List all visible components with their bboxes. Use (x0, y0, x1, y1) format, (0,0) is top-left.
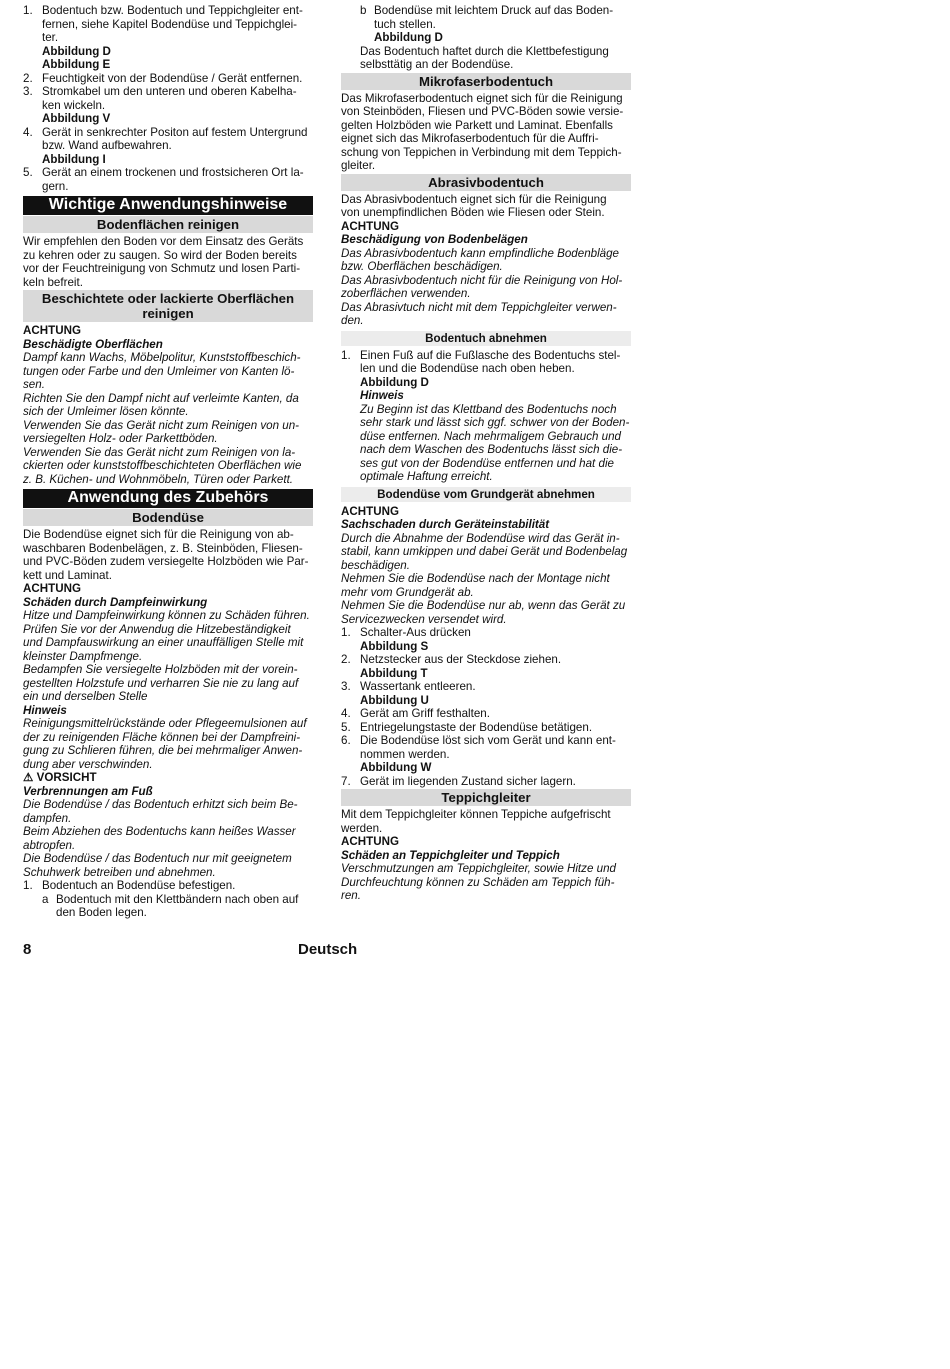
paragraph-line (23, 744, 313, 758)
line-text: von Steinböden, Fliesen und PVC-Böden sowie versie- (341, 105, 624, 118)
line-text: tungen oder Farbe und den Umleimer von Kanten lö- (23, 364, 295, 378)
paragraph-line (23, 365, 313, 379)
subsection-heading (341, 789, 631, 806)
list-item (23, 166, 313, 180)
list-item (23, 85, 313, 99)
list-number: 1. (341, 348, 351, 362)
paragraph-line (341, 274, 631, 288)
subsection-heading (341, 73, 631, 90)
line-text: Gerät im liegenden Zustand sicher lagern. (360, 774, 576, 788)
line-text: stabil, kann umkippen und dabei Gerät und Bodenbelag (341, 545, 628, 558)
line-text: Die Bodendüse eignet sich für die Reinigung von ab- (23, 528, 294, 541)
line-text: len und die Bodendüse nach oben heben. (360, 362, 575, 375)
sub-list-item (341, 4, 631, 18)
line-text: Zu Beginn ist das Klettband des Bodentuchs noch (360, 402, 617, 416)
paragraph-line (23, 419, 313, 433)
line-text: Bodentuch abnehmen (425, 331, 547, 345)
line-text: kleinster Dampfmenge. (23, 649, 143, 663)
line-text: ter. (42, 31, 59, 44)
paragraph-line (23, 663, 313, 677)
list-item (23, 72, 313, 86)
warning-label (341, 220, 631, 234)
line-text: Bedampfen Sie versiegelte Holzböden mit der vorein- (23, 663, 298, 676)
list-number: 4. (23, 125, 33, 139)
line-text: gung zu Schlieren führen, die bei mehrmaliger Anwen- (23, 744, 303, 757)
list-item (341, 775, 631, 789)
paragraph-line (341, 545, 631, 559)
figure-reference (23, 153, 313, 167)
paragraph-line (23, 852, 313, 866)
figure-reference (341, 31, 631, 45)
list-number: 1. (23, 879, 33, 892)
paragraph-line (23, 528, 313, 542)
line-text: Beschädigung von Bodenbelägen (341, 233, 528, 246)
line-text: ACHTUNG (341, 219, 399, 233)
paragraph-line (341, 876, 631, 890)
line-text: Wichtige Anwendungshinweise (48, 196, 288, 213)
line-text: von unempfindlichen Böden wie Fliesen oder Stein. (341, 206, 605, 219)
line-text: Verwenden Sie das Gerät nicht zum Reinigen von un- (23, 418, 300, 432)
line-text: Abbildung U (360, 693, 429, 707)
line-text: Gerät am Griff festhalten. (360, 707, 490, 720)
paragraph-line (341, 206, 631, 220)
line-text: werden. (341, 821, 383, 835)
figure-reference (23, 45, 313, 59)
paragraph-line (23, 704, 313, 718)
line-text: Das Abrasivbodentuch eignet sich für die Reinigung (341, 192, 607, 206)
list-item (341, 680, 631, 694)
indented-line (341, 416, 631, 430)
line-text: den Boden legen. (56, 906, 147, 919)
line-text: beschädigen. (341, 558, 410, 572)
paragraph-line (23, 717, 313, 731)
line-text: Bodentuch bzw. Bodentuch und Teppichgleiter ent- (42, 4, 303, 17)
indented-line (341, 443, 631, 457)
line-text: Gerät an einem trockenen und frostsicheren Ort la- (42, 166, 304, 179)
list-number: 1. (341, 626, 351, 639)
line-text: ACHTUNG (341, 835, 399, 848)
indented-line (341, 362, 631, 376)
line-text: Durch die Abnahme der Bodendüse wird das Gerät in- (341, 531, 620, 545)
line-text: und PVC-Böden zudem versiegelte Holzböden wie Par- (23, 555, 309, 568)
line-text: Schäden an Teppichgleiter und Teppich (341, 848, 560, 862)
paragraph-line (23, 446, 313, 460)
line-text: Das Mikrofaserbodentuch eignet sich für die Reinigung (341, 91, 623, 105)
line-text: Beim Abziehen des Bodentuchs kann heißes Wasser (23, 825, 296, 838)
list-item (23, 126, 313, 140)
paragraph-line (23, 392, 313, 406)
indented-line (341, 58, 631, 72)
line-text: Verwenden Sie das Gerät nicht zum Reinigen von la- (23, 445, 296, 459)
indented-line (341, 457, 631, 471)
line-text: Bodendüse mit leichtem Druck auf das Boden- (374, 4, 614, 17)
subsection-heading (23, 290, 313, 322)
paragraph-line (23, 609, 313, 623)
paragraph-line (341, 119, 631, 133)
paragraph-line (341, 146, 631, 160)
line-text: Die Bodendüse / das Bodentuch nur mit geeignetem (23, 852, 292, 865)
line-text: Teppichgleiter (441, 790, 531, 805)
indented-line (341, 45, 631, 59)
footer-language: Deutsch (298, 941, 358, 958)
list-item (341, 707, 631, 721)
minor-heading (341, 487, 631, 502)
line-text: Bodendüse (132, 510, 204, 525)
line-text: Abbildung D (374, 31, 443, 44)
list-number: 5. (23, 166, 33, 179)
paragraph-line (341, 233, 631, 247)
paragraph-line (341, 518, 631, 532)
paragraph-line (23, 249, 313, 263)
line-text: z. B. Küchen- und Wohnmöbeln, Türen oder Parkett. (23, 472, 294, 486)
line-text: schung von Teppichen in Verbindung mit dem Teppich- (341, 145, 622, 159)
paragraph-line (23, 825, 313, 839)
line-text: Wir empfehlen den Boden vor dem Einsatz des Geräts (23, 235, 304, 248)
line-text: ⚠ VORSICHT (23, 771, 97, 784)
paragraph-line (23, 812, 313, 826)
paragraph-line (341, 849, 631, 863)
paragraph-line (23, 636, 313, 650)
line-text: gern. (42, 179, 69, 193)
line-text: Abbildung I (42, 152, 106, 166)
line-text: Abbildung T (360, 666, 428, 680)
line-text: Gerät in senkrechter Positon auf festem Untergrund (42, 125, 308, 139)
line-text: Bodenflächen reinigen (96, 217, 240, 232)
warning-label (341, 835, 631, 849)
line-text: abtropfen. (23, 838, 76, 852)
line-text: ACHTUNG (341, 504, 399, 518)
line-text: sen. (23, 378, 45, 391)
line-text: Beschädigte Oberflächen (23, 337, 163, 351)
line-text: Mikrofaserbodentuch (418, 73, 554, 89)
list-item (341, 626, 631, 640)
figure-reference (341, 376, 631, 390)
paragraph-line (23, 262, 313, 276)
figure-reference (23, 112, 313, 126)
list-number: 3. (23, 85, 33, 98)
line-text: ken wickeln. (42, 98, 106, 112)
list-number: 2. (23, 71, 33, 85)
paragraph-line (23, 623, 313, 637)
line-text: Feuchtigkeit von der Bodendüse / Gerät entfernen. (42, 71, 303, 85)
paragraph-line (23, 798, 313, 812)
warning-label (23, 771, 313, 785)
paragraph-line (341, 92, 631, 106)
line-text: ein und derselben Stelle (23, 690, 148, 703)
list-number: 3. (341, 680, 351, 693)
line-text: tuch stellen. (374, 17, 436, 31)
list-number: 6. (341, 734, 351, 747)
line-text: und Dampfauswirkung an einer unauffälligen Stelle mit (23, 636, 304, 649)
paragraph-line (341, 260, 631, 274)
line-text: Nehmen Sie die Bodendüse nur ab, wenn das Gerät zu (341, 599, 626, 612)
paragraph-line (23, 555, 313, 569)
indented-line (23, 99, 313, 113)
list-number: 1. (23, 4, 33, 17)
warning-label (23, 582, 313, 596)
list-item (341, 653, 631, 667)
paragraph-line (341, 301, 631, 315)
paragraph-line (341, 862, 631, 876)
line-text: Die Bodendüse / das Bodentuch erhitzt sich beim Be- (23, 798, 298, 811)
line-text: ACHTUNG (23, 582, 81, 595)
line-text: Sachschaden durch Geräteinstabilität (341, 518, 550, 531)
line-text: Abrasivbodentuch (428, 174, 544, 190)
paragraph-line (341, 532, 631, 546)
line-text: sehr stark und lässt sich ggf. schwer von der Boden- (360, 416, 630, 429)
line-text: Abbildung E (42, 58, 111, 71)
line-text: düse entfernen. Nach mehrmaligem Gebrauch und (360, 429, 622, 443)
paragraph-line (341, 193, 631, 207)
list-number: 4. (341, 707, 351, 720)
paragraph-line (23, 690, 313, 704)
list-item (341, 734, 631, 748)
indented-line (23, 139, 313, 153)
page-number: 8 (23, 941, 32, 958)
paragraph-line (341, 159, 631, 173)
line-text: selbsttätig an der Bodendüse. (360, 58, 514, 71)
subsection-heading (341, 174, 631, 191)
line-text: Das Bodentuch haftet durch die Klettbefestigung (360, 44, 609, 58)
paragraph-line (341, 822, 631, 836)
line-text: bzw. Oberflächen beschädigen. (341, 260, 503, 273)
line-text: mehr vom Grundgerät ab. (341, 585, 474, 599)
indented-line (341, 18, 631, 32)
line-text: gelten Holzböden wie Parkett und Laminat. Ebenfalls (341, 118, 613, 132)
line-text: Bodentuch an Bodendüse befestigen. (42, 879, 236, 892)
line-text: Nehmen Sie die Bodendüse nach der Montage nicht (341, 572, 610, 585)
line-text: keln befreit. (23, 275, 83, 289)
list-item (23, 4, 313, 18)
paragraph-line (341, 889, 631, 903)
paragraph-line (23, 338, 313, 352)
paragraph-line (23, 378, 313, 392)
line-text: Bodendüse vom Grundgerät abnehmen (377, 487, 595, 501)
line-text: vor der Feuchtreinigung von Schmutz und losen Parti- (23, 262, 301, 275)
figure-reference (341, 640, 631, 654)
list-number: 2. (341, 653, 351, 666)
line-text: fernen, siehe Kapitel Bodendüse und Teppichglei- (42, 17, 298, 31)
paragraph-line (23, 596, 313, 610)
line-text: Verbrennungen am Fuß (23, 784, 153, 798)
line-text: Durchfeuchtung können zu Schäden am Teppich füh- (341, 875, 615, 889)
line-text: den. (341, 314, 364, 327)
sub-list-item (23, 893, 313, 907)
line-text: Entriegelungstaste der Bodendüse betätigen. (360, 720, 593, 734)
figure-reference (341, 694, 631, 708)
list-number: b (360, 4, 367, 17)
line-text: nach dem Waschen des Bodentuchs lässt sich die- (360, 443, 623, 456)
line-text: ckierten oder kunststoffbeschichteten Oberflächen wie (23, 459, 302, 472)
line-text: Abbildung W (360, 761, 432, 774)
line-text: kett und Laminat. (23, 568, 112, 582)
paragraph-line (23, 432, 313, 446)
line-text: Das Abrasivtuch nicht mit dem Teppichgleiter verwen- (341, 300, 617, 314)
paragraph-line (341, 132, 631, 146)
paragraph-line (341, 613, 631, 627)
line-text: waschbaren Bodenbelägen, z. B. Steinböden, Fliesen- (23, 541, 303, 555)
line-text: nommen werden. (360, 747, 450, 761)
paragraph-line (341, 586, 631, 600)
indented-line (23, 180, 313, 194)
paragraph-line (341, 105, 631, 119)
list-number: a (42, 892, 49, 906)
paragraph-line (341, 599, 631, 613)
line-text: gleiter. (341, 159, 376, 172)
line-text: Stromkabel um den unteren und oberen Kabelha- (42, 85, 297, 98)
list-item (23, 879, 313, 893)
line-text: Netzstecker aus der Steckdose ziehen. (360, 653, 562, 666)
subsection-heading (23, 216, 313, 233)
indented-line (341, 430, 631, 444)
figure-reference (341, 667, 631, 681)
list-item (341, 721, 631, 735)
line-text: Bodentuch mit den Klettbändern nach oben auf (56, 892, 299, 906)
line-text: sich der Umleimer lösen könnte. (23, 405, 189, 418)
paragraph-line (23, 569, 313, 583)
line-text: Abbildung D (360, 375, 429, 389)
list-item (341, 349, 631, 363)
indented-line (23, 31, 313, 45)
line-text: bzw. Wand aufbewahren. (42, 139, 172, 152)
line-text: zu kehren oder zu saugen. So wird der Boden bereits (23, 248, 297, 262)
line-text: Reinigungsmittelrückstände oder Pflegeemulsionen auf (23, 717, 307, 730)
line-text: Schuhwerk betreiben und abnehmen. (23, 865, 216, 879)
paragraph-line (23, 785, 313, 799)
paragraph-line (23, 731, 313, 745)
line-text: Wassertank entleeren. (360, 680, 476, 693)
list-number: 7. (341, 774, 351, 788)
line-text: Einen Fuß auf die Fußlasche des Bodentuchs stel- (360, 348, 621, 362)
line-text: Hitze und Dampfeinwirkung können zu Schäden führen. (23, 609, 310, 622)
line-text: Abbildung D (42, 44, 111, 58)
line-text: Schalter-Aus drücken (360, 626, 471, 639)
paragraph-line (23, 758, 313, 772)
line-text: Abbildung S (360, 639, 429, 653)
line-text: Das Abrasivbodentuch kann empfindliche Bodenbläge (341, 246, 620, 260)
paragraph-line (341, 247, 631, 261)
paragraph-line (23, 276, 313, 290)
indented-line (341, 748, 631, 762)
line-text: Hinweis (23, 703, 67, 717)
paragraph-line (23, 351, 313, 365)
line-text: eignet sich das Mikrofaserbodentuch für die Auffri- (341, 132, 599, 145)
line-text: Schäden durch Dampfeinwirkung (23, 595, 208, 609)
figure-reference (23, 58, 313, 72)
line-text: Servicezwecken versendet wird. (341, 612, 507, 626)
line-text: optimale Haftung erreicht. (360, 470, 493, 483)
line-text: dung aber verschwinden. (23, 757, 153, 771)
paragraph-line (23, 650, 313, 664)
section-heading (23, 196, 313, 215)
paragraph-line (341, 287, 631, 301)
line-text: Dampf kann Wachs, Möbelpolitur, Kunststoffbeschich- (23, 351, 301, 364)
warning-label (341, 505, 631, 519)
paragraph-line (23, 866, 313, 880)
warning-label (23, 324, 313, 338)
line-text: dampfen. (23, 811, 72, 825)
indented-line (23, 906, 313, 920)
subsection-heading (23, 509, 313, 526)
line-text: Richten Sie den Dampf nicht auf verleimte Kanten, da (23, 391, 299, 405)
paragraph-line (341, 808, 631, 822)
line-text: Verschmutzungen am Teppichgleiter, sowie Hitze und (341, 862, 616, 875)
line-text: Beschichtete oder lackierte Oberflächen reinigen (41, 291, 295, 321)
list-number: 5. (341, 720, 351, 734)
line-text: Das Abrasivbodentuch nicht für die Reinigung von Hol- (341, 273, 623, 287)
line-text: ACHTUNG (23, 324, 81, 337)
line-text: der zu reinigenden Fläche können bei der Dampfreini- (23, 730, 301, 744)
line-text: zoberflächen verwenden. (341, 287, 471, 300)
paragraph-line (23, 542, 313, 556)
line-text: ses gut von der Bodendüse entfernen und hat die (360, 456, 614, 470)
line-text: Prüfen Sie vor der Anwendug die Hitzebeständigkeit (23, 622, 291, 636)
left-column (23, 4, 313, 920)
line-text: versiegelten Holz- oder Parkettböden. (23, 432, 218, 445)
paragraph-line (23, 677, 313, 691)
figure-reference (341, 761, 631, 775)
paragraph-line (23, 473, 313, 487)
paragraph-line (341, 314, 631, 328)
indented-line (23, 18, 313, 32)
paragraph-line (23, 235, 313, 249)
line-text: Abbildung V (42, 112, 111, 125)
line-text: Hinweis (360, 389, 404, 402)
indented-line (341, 470, 631, 484)
paragraph-line (23, 459, 313, 473)
paragraph-line (341, 559, 631, 573)
paragraph-line (23, 405, 313, 419)
indented-line (341, 389, 631, 403)
right-column (341, 4, 631, 903)
line-text: Mit dem Teppichgleiter können Teppiche aufgefrischt (341, 808, 611, 821)
line-text: ren. (341, 889, 361, 902)
line-text: gestellten Holzstufe und verharren Sie nie zu lang auf (23, 676, 299, 690)
indented-line (341, 403, 631, 417)
line-text: Die Bodendüse löst sich vom Gerät und kann ent- (360, 734, 616, 747)
minor-heading (341, 331, 631, 346)
section-heading (23, 489, 313, 508)
paragraph-line (23, 839, 313, 853)
paragraph-line (341, 572, 631, 586)
line-text: Anwendung des Zubehörs (67, 489, 269, 506)
